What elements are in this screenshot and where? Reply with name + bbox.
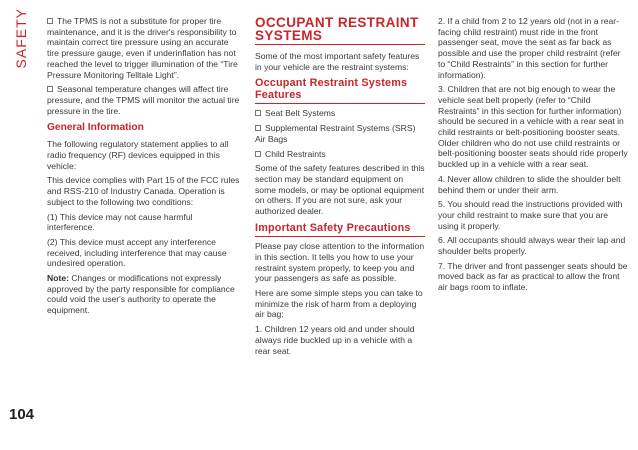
general-information-heading: General Information [47, 122, 144, 134]
column-1 [47, 16, 241, 320]
numbered-item: 4. Never allow children to slide the shoulder belt behind them or under their arm. [438, 173, 621, 195]
paragraph: This device complies with Part 15 of the FCC rules and RSS-210 of Industry Canada. Operation is subject to the following two conditions: [47, 175, 240, 207]
numbered-item: 2. If a child from 2 to 12 years old (not in a rear-facing child restraint) must ride in the front passenger seat, move the seat as far back as possible and use the proper child restraint (refer to “Child Restraints” in this section for further information). [438, 16, 621, 80]
safety-precautions-heading: Important Safety Precautions [255, 223, 425, 238]
checkbox-bullet-icon [255, 151, 261, 157]
checkbox-bullet-icon [255, 125, 261, 131]
column-2 [255, 16, 425, 360]
note-paragraph [47, 273, 241, 316]
feature-label: Child Restraints [265, 148, 326, 159]
section-label: SAFETY [13, 8, 29, 69]
paragraph: Some of the most important safety features in your vehicle are the restraint systems: [255, 51, 420, 72]
numbered-item: 7. The driver and front passenger seats should be moved back as far as practical to allow the front air bags room to inflate. [438, 260, 628, 293]
paragraph: (1) This device may not cause harmful interference. [47, 211, 193, 233]
bullet-text: Seasonal temperature changes will affect tire pressure, and the TPMS will monitor the actual tire pressure in the tire. [47, 84, 240, 116]
note-text: Changes or modifications not expressly approved by the party responsible for compliance could void the user's authority to operate the equipment. [47, 273, 235, 316]
checkbox-bullet-icon [47, 86, 53, 92]
numbered-item: 1. Children 12 years old and under should always ride buckled up in a vehicle with a rear seat. [255, 324, 415, 356]
bullet-text: The TPMS is not a substitute for proper tire maintenance, and it is the driver's responsibility to maintain correct tire pressure using an accurate tire pressure gauge, even if underinflation has not reached the level to trigger illumination of the “Tire Pressure Monitoring Telltale Light”. [47, 16, 238, 80]
bullet-tpms-substitute [47, 16, 241, 80]
restraint-features-heading: Occupant Restraint Systems Features [255, 78, 425, 104]
feature-item [255, 123, 425, 144]
feature-label: Supplemental Restraint Systems (SRS) Air Bags [255, 123, 416, 144]
bullet-seasonal-temperature [47, 84, 241, 116]
paragraph: The following regulatory statement applies to all radio frequency (RF) devices equipped in this vehicle: [47, 139, 229, 171]
feature-item [255, 149, 425, 160]
column-3 [438, 16, 628, 297]
feature-label: Seat Belt Systems [265, 108, 336, 119]
checkbox-bullet-icon [47, 18, 53, 24]
page-number: 104 [9, 406, 35, 423]
paragraph: (2) This device must accept any interference received, including interference that may cause undesired operation. [47, 236, 227, 269]
note-label: Note: [47, 273, 69, 284]
paragraph: Here are some simple steps you can take to minimize the risk of harm from a deploying air bag: [255, 288, 423, 320]
section-tab [10, 8, 32, 86]
occupant-restraint-systems-title: OCCUPANT RESTRAINT SYSTEMS [255, 16, 425, 45]
numbered-item: 3. Children that are not big enough to wear the vehicle seat belt properly (refer to “Child Restraints” in this section for further information) should be secured in a vehicle with a rear seat in child restraints or belt-positioning booster seats. Older children who do not use child restraints or belt-positioning booster seats should ride properly buckled up in a vehicle with a rear seat. [438, 84, 628, 170]
feature-item [255, 108, 425, 119]
numbered-item: 6. All occupants should always wear their lap and shoulder belts properly. [438, 235, 626, 257]
paragraph: Some of the safety features described in this section may be standard equipment on some models, or may be optional equipment on others. If you are not sure, ask your authorized dealer. [255, 163, 425, 217]
numbered-item: 5. You should read the instructions provided with your child restraint to make sure that you are using it properly. [438, 199, 623, 231]
checkbox-bullet-icon [255, 110, 261, 116]
paragraph: Please pay close attention to the information in this section. It tells you how to use your restraint system properly, to keep you and your passengers as safe as possible. [255, 241, 425, 284]
